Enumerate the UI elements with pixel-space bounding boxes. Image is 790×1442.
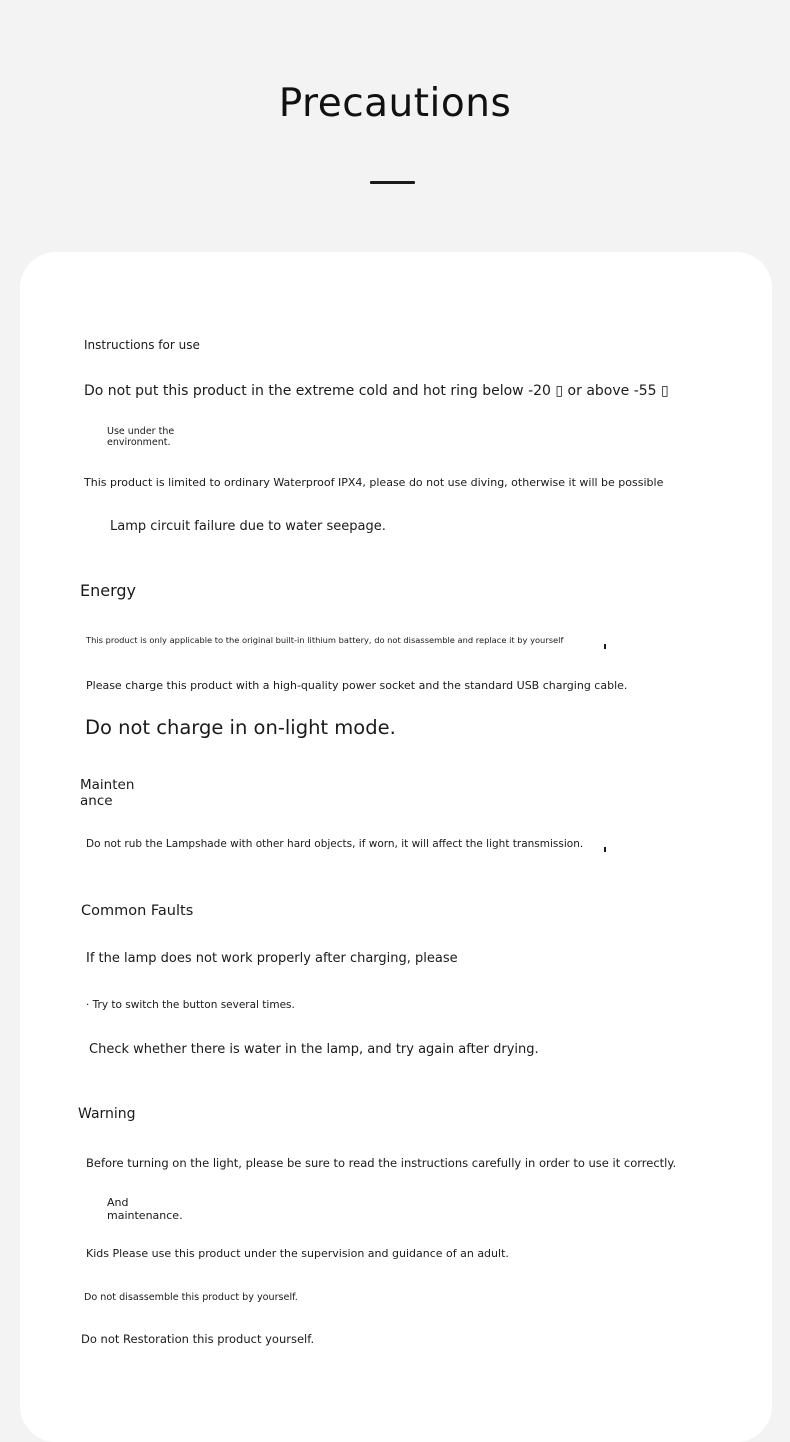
warning-kids-text: Kids Please use this product under the supervision and guidance of an adult.	[86, 1247, 509, 1260]
maintenance-lampshade-text: Do not rub the Lampshade with other hard objects, if worn, it will affect the light transmission.	[86, 838, 584, 850]
energy-battery-text: This product is only applicable to the original built-in lithium battery, do not disassemble and replace it by yourself	[86, 635, 564, 645]
energy-charging-text: Please charge this product with a high-quality power socket and the standard USB charging cable.	[86, 679, 628, 692]
faults-charging-text: If the lamp does not work properly after charging, please	[86, 951, 458, 966]
maintenance-mark	[604, 847, 606, 852]
energy-no-light-mode-text: Do not charge in on-light mode.	[85, 716, 396, 739]
faults-switch-text: · Try to switch the button several times.	[86, 999, 295, 1011]
usage-waterproof-continued: Lamp circuit failure due to water seepage.	[110, 519, 386, 534]
title-divider	[370, 181, 415, 184]
maintenance-heading: Mainten ance	[80, 777, 135, 809]
page-title: Precautions	[278, 81, 512, 126]
warning-instructions-note: And maintenance.	[107, 1196, 183, 1222]
usage-heading: Instructions for use	[84, 338, 200, 352]
warning-restoration-text: Do not Restoration this product yourself.	[81, 1332, 315, 1346]
warning-instructions-text: Before turning on the light, please be sure to read the instructions carefully in order to use it correctly.	[86, 1156, 677, 1170]
faults-water-text: Check whether there is water in the lamp, and try again after drying.	[89, 1042, 539, 1057]
usage-waterproof-text: This product is limited to ordinary Waterproof IPX4, please do not use diving, otherwise it will be possible	[84, 476, 664, 489]
energy-heading: Energy	[80, 581, 137, 600]
faults-heading: Common Faults	[81, 903, 194, 919]
warning-heading: Warning	[78, 1106, 136, 1122]
usage-temperature-text: Do not put this product in the extreme cold and hot ring below -20 ▯ or above -55 ▯	[84, 383, 669, 399]
warning-disassemble-text: Do not disassemble this product by yourself.	[84, 1292, 298, 1303]
energy-battery-mark	[604, 644, 606, 649]
usage-temperature-note: Use under the environment.	[107, 426, 175, 448]
